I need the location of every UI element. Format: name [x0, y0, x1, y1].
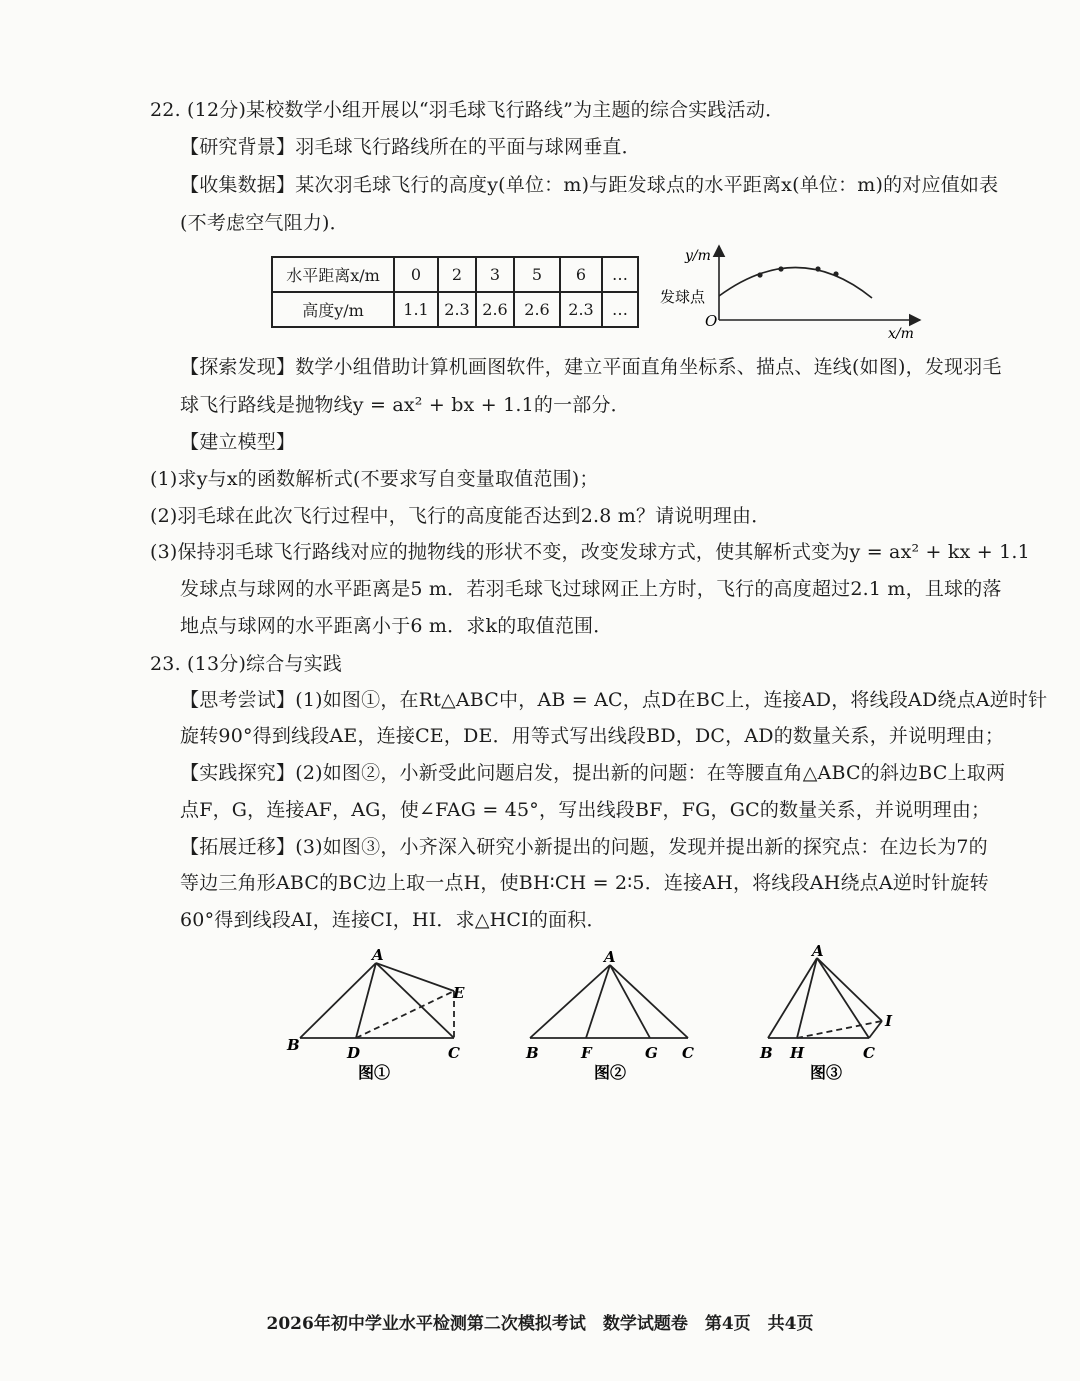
vertex-label: D: [347, 1044, 361, 1062]
q22-explore-line1: 【探索发现】数学小组借助计算机画图软件，建立平面直角坐标系、描点、连线(如图)，发现羽毛: [180, 356, 1002, 378]
data-point: [815, 266, 820, 271]
q22-background: 【研究背景】羽毛球飞行路线所在的平面与球网垂直．: [180, 136, 641, 158]
table-cell: …: [602, 292, 638, 327]
table-cell: 2.3: [438, 292, 476, 327]
figure-3: [752, 940, 922, 1088]
vertex-label: E: [453, 984, 465, 1002]
figure-caption: 图③: [810, 1063, 843, 1082]
q23-line7: 60°得到线段AI，连接CI，HI．求△HCI的面积．: [180, 909, 606, 931]
data-table: [271, 256, 639, 328]
vertex-label: C: [863, 1044, 875, 1062]
q22-title: 22. (12分)某校数学小组开展以“羽毛球飞行路线”为主题的综合实践活动．: [150, 99, 785, 121]
q23-line5: 【拓展迁移】(3)如图③，小齐深入研究小新提出的问题，发现并提出新的探究点：在边长为7的: [180, 836, 988, 858]
q23-line2: 旋转90°得到线段AE，连接CE，DE．用等式写出线段BD，DC，AD的数量关系，并说明理由；: [180, 725, 1005, 747]
data-point: [757, 272, 762, 277]
vertex-label: A: [812, 942, 824, 960]
origin-label: O: [705, 312, 718, 330]
vertex-label: B: [287, 1036, 300, 1054]
table-cell: 2.6: [514, 292, 560, 327]
table-cell: …: [602, 257, 638, 292]
page-footer: 2026年初中学业水平检测第二次模拟考试 数学试题卷 第4页 共4页: [266, 1314, 814, 1334]
q22-part2: (2)羽毛球在此次飞行过程中，飞行的高度能否达到2.8 m？请说明理由．: [150, 505, 771, 527]
vertex-label: H: [790, 1044, 805, 1062]
q22-part3-line2: 发球点与球网的水平距离是5 m．若羽毛球飞过球网正上方时，飞行的高度超过2.1 m，且球的落: [180, 578, 1002, 600]
vertex-label: I: [885, 1012, 893, 1030]
q22-model-heading: 【建立模型】: [180, 431, 296, 453]
q22-collect-line1: 【收集数据】某次羽毛球飞行的高度y(单位：m)与距发球点的水平距离x(单位：m)的对应值如表: [180, 174, 999, 196]
q22-part1: (1)求y与x的函数解析式(不要求写自变量取值范围)；: [150, 468, 599, 490]
figure-caption: 图②: [594, 1063, 627, 1082]
q22-part3-line3: 地点与球网的水平距离小于6 m．求k的取值范围．: [180, 615, 613, 637]
q23-line3: 【实践探究】(2)如图②，小新受此问题启发，提出新的问题：在等腰直角△ABC的斜边BC上取两: [180, 762, 1006, 784]
table-cell: 2.6: [476, 292, 514, 327]
q22-explore-line2: 球飞行路线是抛物线y = ax² + bx + 1.1的一部分．: [180, 394, 630, 416]
vertex-label: B: [526, 1044, 539, 1062]
table-cell: 3: [476, 257, 514, 292]
figure-1: [280, 948, 480, 1088]
table-cell: 2: [438, 257, 476, 292]
data-point: [778, 266, 783, 271]
parabola-curve: [719, 267, 872, 298]
q22-collect-line2: (不考虑空气阻力)．: [180, 212, 349, 234]
vertex-label: G: [645, 1044, 658, 1062]
table-cell: 6: [560, 257, 602, 292]
x-axis-label: x/m: [888, 326, 914, 342]
y-axis-label: y/m: [685, 248, 711, 264]
vertex-label: B: [760, 1044, 773, 1062]
q22-part3-line1: (3)保持羽毛球飞行路线对应的抛物线的形状不变，改变发球方式，使其解析式变为y = ax² + kx + 1.1: [150, 541, 1030, 563]
table-cell: 2.3: [560, 292, 602, 327]
trajectory-graph: [650, 240, 940, 345]
vertex-label: C: [448, 1044, 460, 1062]
launch-point-label: 发球点: [660, 288, 706, 306]
vertex-label: A: [604, 948, 616, 966]
table-row-label: 水平距离x/m: [272, 257, 394, 292]
table-row-label: 高度y/m: [272, 292, 394, 327]
table-cell: 0: [394, 257, 438, 292]
vertex-label: F: [581, 1044, 592, 1062]
data-point: [833, 271, 838, 276]
table-cell: 5: [514, 257, 560, 292]
table-row: [272, 292, 638, 327]
vertex-label: C: [682, 1044, 694, 1062]
vertex-label: A: [372, 948, 384, 964]
table-cell: 1.1: [394, 292, 438, 327]
figure-2: [518, 948, 708, 1088]
q23-line4: 点F，G，连接AF，AG，使∠FAG = 45°，写出线段BF，FG，GC的数量关系，并说明理由；: [180, 799, 991, 821]
q23-title: 23. (13分)综合与实践: [150, 653, 343, 675]
figure-caption: 图①: [358, 1063, 391, 1082]
table-row: [272, 257, 638, 292]
q23-line1: 【思考尝试】(1)如图①，在Rt△ABC中，AB = AC，点D在BC上，连接AD，将线段AD绕点A逆时针: [180, 689, 1048, 711]
q23-line6: 等边三角形ABC的BC边上取一点H，使BH∶CH = 2∶5．连接AH，将线段AH绕点A逆时针旋转: [180, 872, 989, 894]
